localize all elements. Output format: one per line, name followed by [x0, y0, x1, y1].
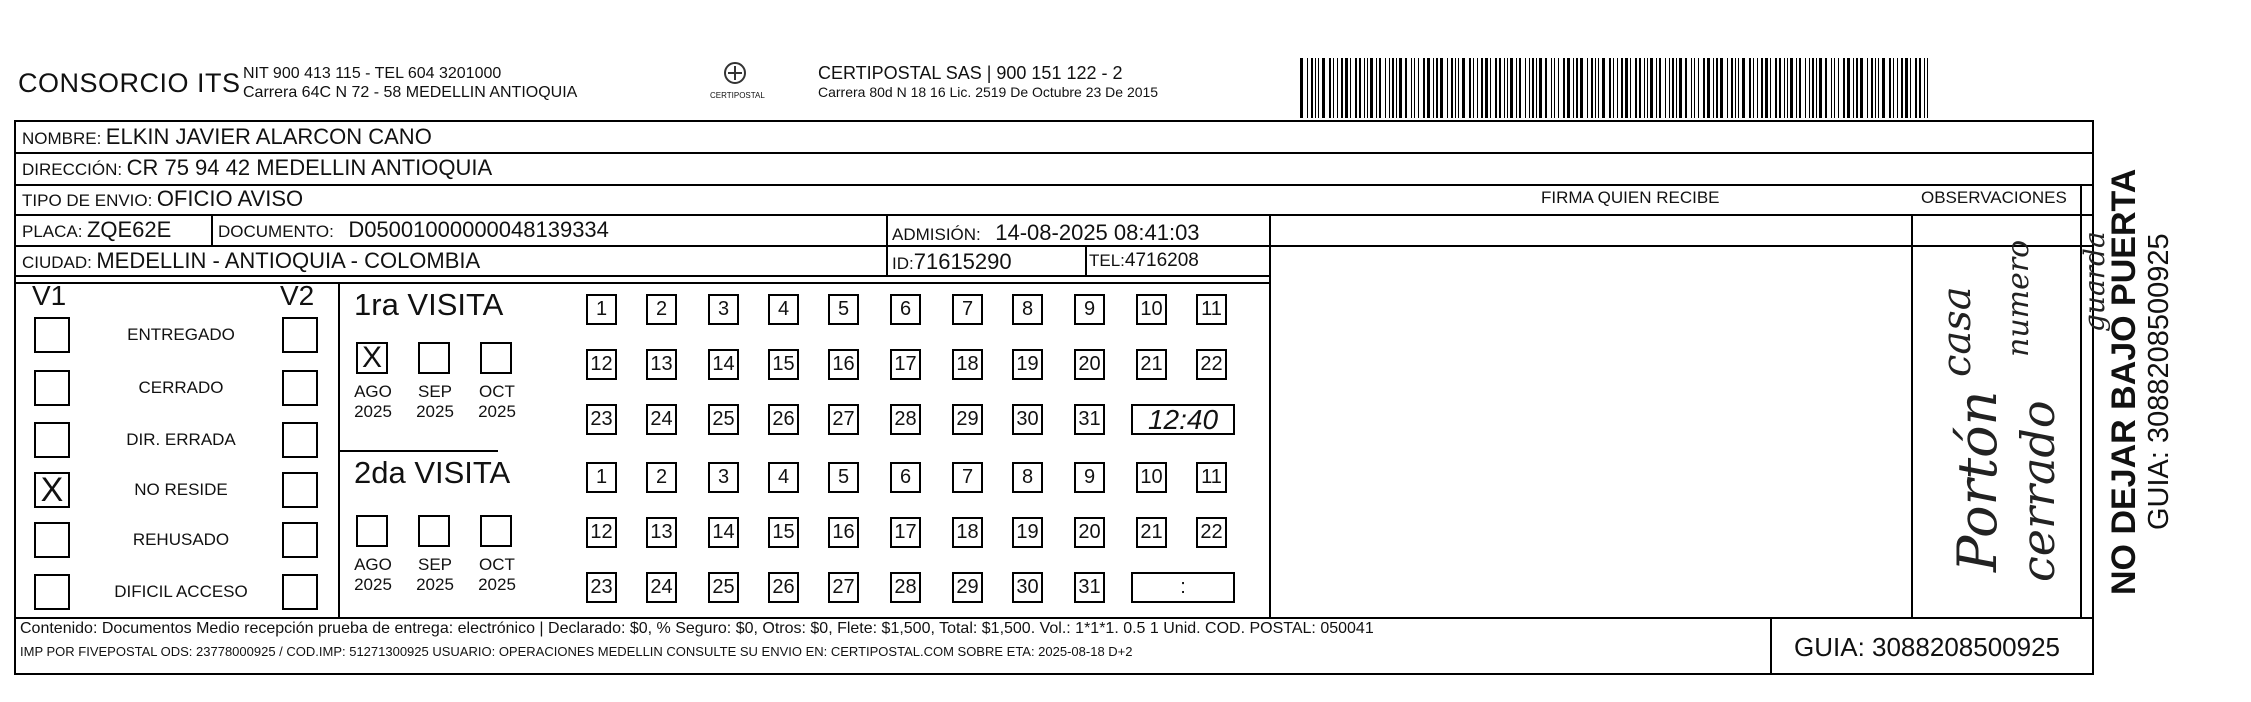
month-checkbox[interactable]: [418, 342, 450, 374]
status-label: ENTREGADO: [127, 325, 235, 344]
month-label: SEP 2025: [416, 382, 454, 421]
day-box[interactable]: 15: [768, 349, 799, 380]
day-box[interactable]: 24: [646, 572, 677, 603]
barcode-bar: [1598, 58, 1599, 118]
barcode-bar: [1414, 58, 1415, 118]
barcode-bar: [1770, 58, 1771, 118]
v2-header: V2: [280, 280, 315, 311]
day-box[interactable]: 8: [1012, 462, 1043, 493]
barcode-bar: [1558, 58, 1559, 118]
barcode-bar: [1399, 58, 1402, 118]
barcode-bar: [1635, 58, 1637, 118]
barcode-bar: [1871, 58, 1873, 118]
day-box[interactable]: 10: [1136, 294, 1167, 325]
day-box[interactable]: 4: [768, 294, 799, 325]
day-box[interactable]: 16: [828, 349, 859, 380]
barcode-bar: [1563, 58, 1565, 118]
barcode-bar: [1672, 58, 1674, 118]
placa-value: ZQE62E: [86, 217, 172, 242]
nombre-row: [22, 124, 432, 150]
barcode-bar: [1427, 58, 1430, 118]
barcode-bar: [1621, 58, 1623, 118]
status-v1-checkbox[interactable]: [34, 422, 70, 458]
barcode-bar: [1300, 58, 1303, 118]
barcode-bar: [1389, 58, 1390, 118]
barcode-bar: [1749, 58, 1751, 118]
day-box[interactable]: 30: [1012, 572, 1043, 603]
barcode-bar: [1927, 58, 1928, 118]
day-box[interactable]: 8: [1012, 294, 1043, 325]
barcode-bar: [1647, 58, 1648, 118]
barcode-bar: [1350, 58, 1351, 118]
certipostal-license: Carrera 80d N 18 16 Lic. 2519 De Octubre 23 De 2015: [818, 84, 1159, 100]
barcode-bar: [1576, 58, 1578, 118]
day-box[interactable]: 10: [1136, 462, 1167, 493]
id-field: ID:71615290: [892, 249, 1012, 274]
barcode-bar: [1698, 58, 1699, 118]
barcode-bar: [1455, 58, 1456, 118]
barcode-bar: [1738, 58, 1739, 118]
barcode-bar: [1311, 58, 1313, 118]
barcode-bar: [1329, 58, 1331, 118]
month-label: AGO 2025: [354, 555, 392, 594]
company-info: [243, 64, 577, 102]
month-checkbox[interactable]: [356, 515, 388, 547]
barcode-bar: [1630, 58, 1631, 118]
nombre-value: ELKIN JAVIER ALARCON CANO: [105, 124, 432, 149]
barcode-bar: [1481, 58, 1483, 118]
barcode-bar: [1853, 58, 1854, 118]
barcode-bar: [1477, 58, 1478, 118]
handwritten-note: numero: [2001, 239, 2036, 357]
time-box[interactable]: 12:40: [1131, 404, 1235, 435]
barcode-bar: [1613, 58, 1614, 118]
day-box[interactable]: 6: [890, 462, 921, 493]
day-box[interactable]: 9: [1074, 294, 1105, 325]
barcode-bar: [1447, 58, 1448, 118]
barcode-bar: [1790, 58, 1793, 118]
barcode-bar: [1924, 58, 1925, 118]
barcode-bar: [1731, 58, 1733, 118]
barcode-bar: [1775, 58, 1777, 118]
day-box[interactable]: 27: [828, 404, 859, 435]
barcode-bar: [1847, 58, 1850, 118]
day-box[interactable]: 14: [708, 517, 739, 548]
barcode-bar: [1595, 58, 1596, 118]
barcode-bar: [1761, 58, 1763, 118]
barcode-bar: [1405, 58, 1407, 118]
status-label: NO RESIDE: [134, 480, 228, 499]
barcode-bar: [1812, 58, 1814, 118]
day-box[interactable]: 23: [586, 572, 617, 603]
month-label: OCT 2025: [478, 555, 516, 594]
month-label: OCT 2025: [478, 382, 516, 421]
barcode-bar: [1834, 58, 1835, 118]
status-v2-checkbox[interactable]: [282, 370, 318, 406]
day-box[interactable]: 1: [586, 294, 617, 325]
day-box[interactable]: 15: [768, 517, 799, 548]
placa-field: PLACA: ZQE62E: [22, 217, 172, 242]
barcode-bar: [1757, 58, 1758, 118]
company-address: Carrera 64C N 72 - 58 MEDELLIN ANTIOQUIA: [243, 84, 578, 101]
barcode-bar: [1787, 58, 1788, 118]
day-box[interactable]: 28: [890, 572, 921, 603]
month-checkbox[interactable]: [480, 342, 512, 374]
barcode-bar: [1545, 58, 1547, 118]
barcode-bar: [1905, 58, 1908, 118]
day-box[interactable]: 9: [1074, 462, 1105, 493]
tipo-label: TIPO DE ENVIO:: [22, 191, 153, 210]
day-box[interactable]: 3: [708, 294, 739, 325]
barcode-bar: [1819, 58, 1822, 118]
barcode-bar: [1315, 58, 1316, 118]
status-label: REHUSADO: [132, 530, 230, 549]
barcode-bar: [1650, 58, 1653, 118]
ciudad-value: MEDELLIN - ANTIOQUIA - COLOMBIA: [96, 248, 481, 273]
barcode-bar: [1507, 58, 1508, 118]
admision-value: 14-08-2025 08:41:03: [995, 220, 1200, 245]
barcode-bar: [1580, 58, 1583, 118]
footer-guia: GUIA: 3088208500925: [1794, 632, 2060, 662]
barcode-bar: [1318, 58, 1319, 118]
barcode-bar: [1617, 58, 1618, 118]
observaciones-header: OBSERVACIONES: [1921, 188, 2067, 207]
barcode-bar: [1679, 58, 1682, 118]
barcode-bar: [1609, 58, 1611, 118]
handwritten-note: cerrado: [2011, 400, 2065, 582]
barcode-bar: [1591, 58, 1593, 118]
day-box[interactable]: 5: [828, 294, 859, 325]
time-box[interactable]: :: [1131, 572, 1235, 603]
barcode-bar: [1875, 58, 1876, 118]
barcode-bar: [1882, 58, 1885, 118]
barcode-bar: [1735, 58, 1736, 118]
barcode-bar: [1529, 58, 1530, 118]
barcode-bar: [1333, 58, 1334, 118]
day-box[interactable]: 2: [646, 462, 677, 493]
barcode-bar: [1602, 58, 1605, 118]
day-box[interactable]: 7: [952, 462, 983, 493]
firma-header: FIRMA QUIEN RECIBE: [1541, 188, 1720, 207]
ciudad-field: CIUDAD: MEDELLIN - ANTIOQUIA - COLOMBIA: [22, 248, 481, 273]
barcode-bar: [1707, 58, 1710, 118]
month-checkbox[interactable]: X: [356, 342, 388, 374]
id-value: 71615290: [913, 249, 1012, 274]
day-box[interactable]: 4: [768, 462, 799, 493]
day-box[interactable]: 13: [646, 349, 677, 380]
barcode-bar: [1551, 58, 1552, 118]
barcode-bar: [1825, 58, 1827, 118]
barcode-bar: [1856, 58, 1858, 118]
day-box[interactable]: 21: [1136, 349, 1167, 380]
month-checkbox[interactable]: [480, 515, 512, 547]
barcode-bar: [1691, 58, 1692, 118]
barcode-bar: [1462, 58, 1465, 118]
day-box[interactable]: 12: [586, 517, 617, 548]
barcode-bar: [1418, 58, 1419, 118]
barcode-bar: [1539, 58, 1542, 118]
month-checkbox[interactable]: [418, 515, 450, 547]
barcode-bar: [1669, 58, 1670, 118]
visit1-title: 1ra VISITA: [354, 287, 504, 322]
barcode-bar: [1525, 58, 1526, 118]
tipo-value: OFICIO AVISO: [156, 186, 304, 211]
barcode-bar: [1307, 58, 1308, 118]
barcode-bar: [1396, 58, 1397, 118]
day-box[interactable]: 28: [890, 404, 921, 435]
day-box[interactable]: 20: [1074, 349, 1105, 380]
barcode-bar: [1878, 58, 1879, 118]
barcode-bar: [1779, 58, 1781, 118]
certipostal-logo-icon: [718, 60, 752, 86]
barcode-bar: [1510, 58, 1513, 118]
day-box[interactable]: 29: [952, 404, 983, 435]
barcode-bar: [1694, 58, 1695, 118]
barcode-bar: [1716, 58, 1718, 118]
status-v1-checkbox[interactable]: X: [34, 472, 70, 508]
status-v2-checkbox[interactable]: [282, 574, 318, 610]
barcode-bar: [1713, 58, 1714, 118]
status-v1-checkbox[interactable]: [34, 317, 70, 353]
day-box[interactable]: 5: [828, 462, 859, 493]
barcode-bar: [1532, 58, 1534, 118]
direccion-value: CR 75 94 42 MEDELLIN ANTIOQUIA: [126, 155, 493, 180]
day-box[interactable]: 30: [1012, 404, 1043, 435]
barcode-bar: [1516, 58, 1517, 118]
barcode-bar: [1656, 58, 1657, 118]
barcode-bar: [1901, 58, 1903, 118]
barcode-bar: [1742, 58, 1745, 118]
barcode-bar: [1573, 58, 1574, 118]
barcode-bar: [1784, 58, 1785, 118]
barcode-bar: [1379, 58, 1381, 118]
barcode-bar: [1451, 58, 1453, 118]
barcode-bar: [1504, 58, 1505, 118]
day-box[interactable]: 29: [952, 572, 983, 603]
barcode-bar: [1915, 58, 1917, 118]
barcode-bar: [1838, 58, 1839, 118]
day-box[interactable]: 6: [890, 294, 921, 325]
barcode-bar: [1411, 58, 1412, 118]
barcode-bar: [1499, 58, 1501, 118]
day-box[interactable]: 19: [1012, 517, 1043, 548]
barcode-bar: [1639, 58, 1641, 118]
day-box[interactable]: 7: [952, 294, 983, 325]
day-box[interactable]: 18: [952, 517, 983, 548]
day-box[interactable]: 31: [1074, 404, 1105, 435]
company-nit: NIT 900 413 115 - TEL 604 3201000: [243, 65, 502, 82]
day-box[interactable]: 25: [708, 572, 739, 603]
certipostal-logo: CERTIPOSTAL: [710, 60, 760, 100]
barcode-bar: [1720, 58, 1723, 118]
barcode-bar: [1385, 58, 1386, 118]
direccion-row: [22, 155, 492, 181]
day-box[interactable]: 17: [890, 349, 921, 380]
barcode-bar: [1367, 58, 1368, 118]
barcode-bar: [1644, 58, 1645, 118]
day-box[interactable]: 22: [1196, 349, 1227, 380]
barcode-bar: [1809, 58, 1810, 118]
status-v2-checkbox[interactable]: [282, 422, 318, 458]
status-v2-checkbox[interactable]: [282, 472, 318, 508]
barcode-bar: [1893, 58, 1894, 118]
status-label: DIR. ERRADA: [126, 430, 236, 449]
barcode-bar: [1440, 58, 1443, 118]
barcode-bar: [1910, 58, 1911, 118]
day-box[interactable]: 19: [1012, 349, 1043, 380]
barcode-bar: [1337, 58, 1338, 118]
barcode-bar: [1799, 58, 1801, 118]
status-label: DIFICIL ACCESO: [114, 582, 248, 601]
status-v2-checkbox[interactable]: [282, 522, 318, 558]
documento-value: D05001000000048139334: [348, 217, 609, 242]
certipostal-name: CERTIPOSTAL SAS | 900 151 122 - 2: [818, 63, 1123, 83]
tel-field: TEL:4716208: [1089, 250, 1199, 271]
day-box[interactable]: 26: [768, 572, 799, 603]
documento-field: DOCUMENTO: D05001000000048139334: [218, 217, 609, 242]
barcode-bar: [1867, 58, 1868, 118]
barcode-bar: [1889, 58, 1891, 118]
month-label: AGO 2025: [354, 382, 392, 421]
barcode-bar: [1659, 58, 1661, 118]
day-box[interactable]: 3: [708, 462, 739, 493]
v1-header: V1: [32, 280, 67, 311]
day-box[interactable]: 21: [1136, 517, 1167, 548]
day-box[interactable]: 23: [586, 404, 617, 435]
day-box[interactable]: 20: [1074, 517, 1105, 548]
barcode-bar: [1345, 58, 1348, 118]
day-box[interactable]: 13: [646, 517, 677, 548]
footer-contenido: Contenido: Documentos Medio recepción prueba de entrega: electrónico | Declarado: $0, % Seguro: $0, Otros: $0, Flete: $1,500, Total: $1,500. Vol.: 1*1*1. 0.5 1 Unid. COD. POSTAL: 050041: [20, 620, 1374, 637]
handwritten-note: Portón: [1946, 390, 2009, 572]
day-box[interactable]: 2: [646, 294, 677, 325]
barcode-bar: [1469, 58, 1471, 118]
status-v1-checkbox[interactable]: [34, 522, 70, 558]
visit2-title: 2da VISITA: [354, 455, 511, 490]
barcode-bar: [1765, 58, 1768, 118]
barcode-bar: [1805, 58, 1806, 118]
barcode-bar: [1519, 58, 1521, 118]
day-box[interactable]: 14: [708, 349, 739, 380]
tracking-barcode: [1300, 58, 1935, 118]
barcode-bar: [1831, 58, 1832, 118]
side-guia: GUIA: 3088208500925: [2143, 233, 2175, 530]
status-v1-checkbox[interactable]: [34, 574, 70, 610]
barcode-bar: [1554, 58, 1555, 118]
barcode-bar: [1703, 58, 1705, 118]
barcode-bar: [1364, 58, 1365, 118]
day-box[interactable]: 12: [586, 349, 617, 380]
direccion-label: DIRECCIÓN:: [22, 160, 123, 179]
barcode-bar: [1392, 58, 1394, 118]
barcode-bar: [1359, 58, 1361, 118]
handwritten-note: casa: [1934, 286, 1980, 377]
barcode-bar: [1485, 58, 1488, 118]
status-v1-checkbox[interactable]: [34, 370, 70, 406]
day-box[interactable]: 27: [828, 572, 859, 603]
barcode-bar: [1495, 58, 1497, 118]
barcode-bar: [1753, 58, 1754, 118]
barcode-bar: [1919, 58, 1921, 118]
status-label: CERRADO: [138, 378, 224, 397]
side-warning: NO DEJAR BAJO PUERTA: [2105, 168, 2143, 595]
admision-field: ADMISIÓN: 14-08-2025 08:41:03: [892, 220, 1200, 245]
day-box[interactable]: 11: [1196, 294, 1227, 325]
barcode-bar: [1423, 58, 1425, 118]
day-box[interactable]: 24: [646, 404, 677, 435]
day-box[interactable]: 25: [708, 404, 739, 435]
company-name: CONSORCIO ITS: [18, 68, 241, 98]
form-frame: [14, 120, 2111, 675]
barcode-bar: [1370, 58, 1373, 118]
barcode-bar: [1676, 58, 1677, 118]
barcode-bar: [1685, 58, 1687, 118]
certipostal-info: [818, 64, 1158, 102]
barcode-bar: [1436, 58, 1438, 118]
tel-value: 4716208: [1124, 250, 1199, 271]
day-box[interactable]: 17: [890, 517, 921, 548]
barcode-bar: [1490, 58, 1491, 118]
barcode-bar: [1843, 58, 1845, 118]
barcode-bar: [1587, 58, 1588, 118]
barcode-bar: [1536, 58, 1537, 118]
barcode-bar: [1355, 58, 1357, 118]
barcode-bar: [1433, 58, 1434, 118]
day-box[interactable]: 22: [1196, 517, 1227, 548]
day-box[interactable]: 16: [828, 517, 859, 548]
handwritten-note: guarda: [2078, 231, 2111, 332]
barcode-bar: [1860, 58, 1863, 118]
tipo-row: [22, 186, 303, 212]
day-box[interactable]: 11: [1196, 462, 1227, 493]
barcode-bar: [1665, 58, 1666, 118]
barcode-bar: [1897, 58, 1898, 118]
barcode-bar: [1322, 58, 1325, 118]
nombre-label: NOMBRE:: [22, 129, 102, 148]
month-label: SEP 2025: [416, 555, 454, 594]
day-box[interactable]: 26: [768, 404, 799, 435]
day-box[interactable]: 18: [952, 349, 983, 380]
day-box[interactable]: 31: [1074, 572, 1105, 603]
day-box[interactable]: 1: [586, 462, 617, 493]
barcode-bar: [1625, 58, 1628, 118]
barcode-bar: [1458, 58, 1459, 118]
barcode-bar: [1473, 58, 1474, 118]
status-v2-checkbox[interactable]: [282, 317, 318, 353]
barcode-bar: [1376, 58, 1377, 118]
barcode-bar: [1816, 58, 1817, 118]
barcode-bar: [1341, 58, 1343, 118]
barcode-bar: [1727, 58, 1728, 118]
footer-imp: IMP POR FIVEPOSTAL ODS: 23778000925 / COD.IMP: 51271300925 USUARIO: OPERACIONES MEDELLIN CONSULTE SU ENVIO EN: CERTIPOSTAL.COM SOBRE ETA: 2025-08-18 D+2: [20, 644, 1133, 659]
barcode-bar: [1796, 58, 1797, 118]
barcode-bar: [1567, 58, 1570, 118]
